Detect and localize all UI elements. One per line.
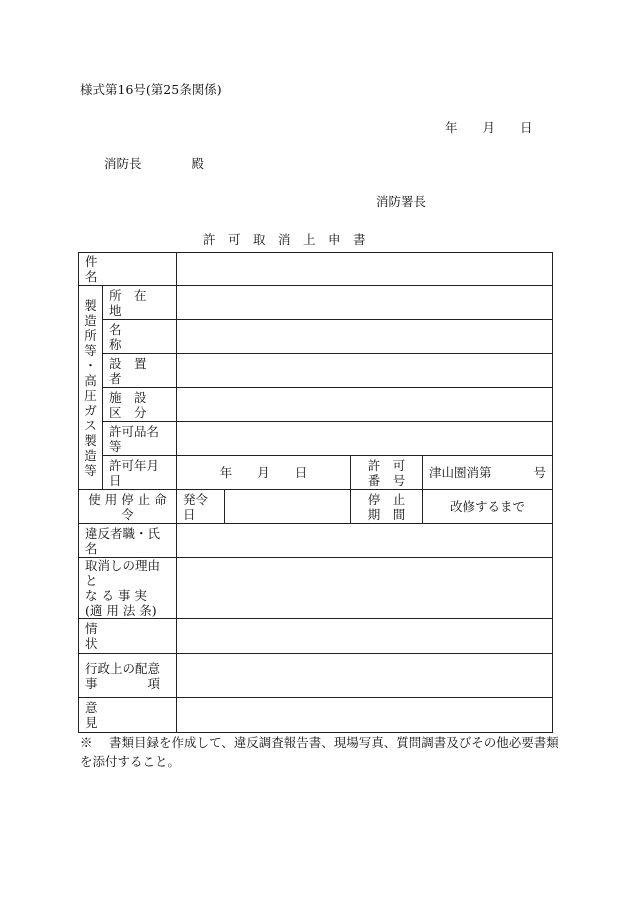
- sender: 消防署長: [376, 194, 427, 209]
- row-suspension-order: [79, 490, 553, 524]
- footnote-mark: ※: [80, 735, 93, 750]
- date-line: 年 月 日: [445, 120, 533, 135]
- violator-field[interactable]: [177, 524, 553, 558]
- admin-note-label-line2: 事 項: [85, 675, 161, 691]
- circumstances-label: 情 状: [79, 619, 177, 654]
- permit-item-field[interactable]: [177, 422, 553, 456]
- permit-number-field[interactable]: [423, 456, 553, 490]
- location-label: 所 在 地: [103, 286, 177, 320]
- permit-date-label: 許可年月日: [103, 456, 177, 490]
- reason-label-line2: な る 事 実: [85, 588, 147, 603]
- row-admin-note: [79, 654, 553, 698]
- case-name-label: 件 名: [85, 254, 161, 284]
- issued-date-field[interactable]: [225, 490, 351, 524]
- suspension-period-label: 停 止 期 間: [351, 490, 423, 524]
- footnote-text: 書類目録を作成して、違反調査報告書、現場写真、質問調書及びその他必要書類を添付すること。: [80, 735, 559, 769]
- permit-number-prefix: 津山圏消第: [429, 465, 492, 480]
- reason-label: [79, 558, 177, 619]
- row-opinion: [79, 698, 553, 733]
- location-field[interactable]: [177, 286, 553, 320]
- permit-date-value[interactable]: 年 月 日: [177, 456, 351, 490]
- permit-number-suffix: 号: [533, 465, 547, 480]
- row-violator: [79, 524, 553, 558]
- admin-note-label: [79, 654, 177, 698]
- reason-field[interactable]: [177, 558, 553, 619]
- row-circumstances: [79, 619, 553, 654]
- permit-number-label: 許 可 番 号: [351, 456, 423, 490]
- form-number: 様式第16号(第25条関係): [80, 82, 222, 97]
- case-name-field[interactable]: [177, 253, 553, 286]
- name-label: 名 称: [103, 320, 177, 354]
- document-title: 許 可 取 消 上 申 書: [203, 232, 366, 247]
- opinion-field[interactable]: [177, 698, 553, 733]
- issued-date-label: 発令日: [177, 490, 225, 524]
- row-permit-items: [79, 422, 553, 456]
- facility-category-field[interactable]: [177, 388, 553, 422]
- row-permit-date: [79, 456, 553, 490]
- admin-note-label-line1: 行政上の配意: [85, 660, 161, 676]
- violator-label: 違反者職・氏名: [79, 524, 177, 558]
- row-reason: [79, 558, 553, 619]
- footnote: [80, 733, 560, 771]
- facility-category-label: 施 設 区 分: [103, 388, 177, 422]
- row-facility-category: [79, 388, 553, 422]
- installer-field[interactable]: [177, 354, 553, 388]
- opinion-label: 意 見: [79, 698, 177, 733]
- admin-note-field[interactable]: [177, 654, 553, 698]
- suspension-order-label: 使 用 停 止 命 令: [79, 490, 177, 524]
- row-location: [79, 286, 553, 320]
- name-field[interactable]: [177, 320, 553, 354]
- suspension-period-value[interactable]: 改修するまで: [423, 490, 553, 524]
- application-form-table: [78, 252, 553, 733]
- circumstances-field[interactable]: [177, 619, 553, 654]
- addressee: 消防長 殿: [104, 156, 205, 171]
- row-installer: [79, 354, 553, 388]
- reason-label-line3: (適 用 法 条): [85, 603, 157, 618]
- reason-label-line1: 取消しの理由と: [85, 558, 161, 588]
- row-case-name: [79, 253, 553, 286]
- facility-group-label: 製 造 所 等 ・ 高 圧 ガ ス 製 造 等: [79, 286, 103, 490]
- row-name: [79, 320, 553, 354]
- permit-item-label: 許可品名等: [103, 422, 177, 456]
- installer-label: 設 置 者: [103, 354, 177, 388]
